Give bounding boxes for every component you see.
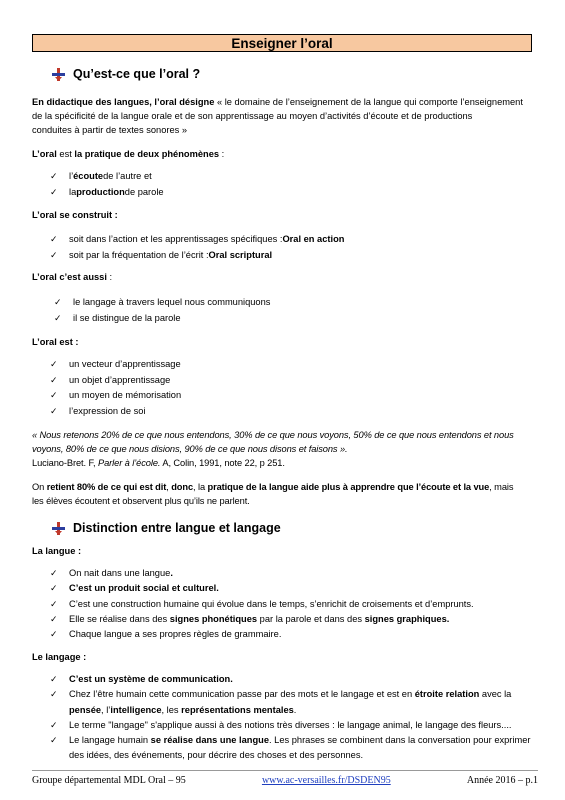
oral-est-list xyxy=(50,357,181,419)
list-item: ✓ il se distingue de la parole xyxy=(54,310,270,326)
list-item-text: Elle se réalise dans des signes phonétiques par la parole et dans des signes graphiques. xyxy=(69,613,450,624)
check-icon: ✓ xyxy=(50,568,58,578)
arrow-cross-icon xyxy=(52,522,65,535)
section-heading-langue-langage: Distinction entre langue et langage xyxy=(52,521,281,535)
check-icon: ✓ xyxy=(50,359,58,369)
list-item: ✓ le langage à travers lequel nous communiquons xyxy=(54,294,270,310)
check-icon: ✓ xyxy=(50,405,58,416)
conclusion-paragraph: On retient 80% de ce qui est dit, donc, la pratique de la langue aide plus à apprendre que l’écoute et la vue, mais les élèves écoutent et observent plus qu’ils ne parlent. xyxy=(32,482,514,506)
oral-construit-list xyxy=(50,231,344,263)
page-title: Enseigner l’oral xyxy=(231,35,333,51)
list-item-text: C’est une construction humaine qui évolue dans le temps, s’enrichit de croisements et d’emprunts. xyxy=(69,598,474,609)
footer xyxy=(32,775,538,786)
footer-right: Année 2016 – p.1 xyxy=(466,775,538,786)
quote-paragraph: « Nous retenons 20% de ce que nous entendons, 30% de ce que nous voyons, 50% de ce que nous entendons et nous voyons, 80% de ce que nous disions, 90% de ce que nous disons et faisons ». Luciano-Bret. F, Parler à l’école. A, Colin, 1991, note 22, p 251. xyxy=(32,430,514,468)
list-item-text: Chez l’être humain cette communication passe par des mots et le langage et est en étroite relation avec la pensée, l’intelligence, les représentations mentales. xyxy=(69,689,512,715)
check-icon: ✓ xyxy=(50,250,58,260)
oral-construit-label: L’oral se construit : xyxy=(32,210,118,220)
check-icon: ✓ xyxy=(50,583,58,594)
check-icon: ✓ xyxy=(50,613,58,624)
check-icon: ✓ xyxy=(50,674,58,684)
definition-paragraph: En didactique des langues, l’oral désigne « le domaine de l’enseignement de la langue qui comporte l’enseignement de la spécificité de la langue orale et de son apprentissage au moyen d’activités d’écoute et de productions conduites à partir de textes sonores » xyxy=(32,97,523,135)
list-item: ✓ l’ écoute de l’autre et xyxy=(50,168,164,184)
check-icon: ✓ xyxy=(50,374,58,385)
list-item: ✓ la production de parole xyxy=(50,184,164,200)
list-item xyxy=(50,687,530,718)
list-item: ✓ soit dans l’action et les apprentissages spécifiques : Oral en action xyxy=(50,231,344,247)
check-icon: ✓ xyxy=(50,598,58,609)
arrow-cross-icon xyxy=(52,68,65,81)
list-item-text: Chaque langue a ses propres règles de grammaire. xyxy=(69,629,282,640)
list-item-text: C’est un produit social et culturel. xyxy=(69,583,219,594)
check-icon: ✓ xyxy=(54,313,62,323)
footer-left: Groupe départemental MDL Oral – 95 xyxy=(32,775,186,786)
list-item: ✓ un vecteur d’apprentissage xyxy=(50,357,181,373)
check-icon: ✓ xyxy=(50,390,58,400)
oral-practice-list xyxy=(50,168,164,200)
list-item: ✓ soit par la fréquentation de l’écrit : Oral scriptural xyxy=(50,247,344,263)
list-item: ✓ un objet d’apprentissage xyxy=(50,373,181,389)
oral-aussi-label: L’oral c’est aussi : xyxy=(32,272,113,282)
check-icon: ✓ xyxy=(50,689,58,700)
list-item xyxy=(50,612,474,627)
langue-label: La langue : xyxy=(32,546,82,556)
check-icon: ✓ xyxy=(50,171,58,181)
list-item xyxy=(50,672,530,687)
check-icon: ✓ xyxy=(50,629,58,640)
oral-est-label: L’oral est : xyxy=(32,337,79,347)
langage-list xyxy=(50,672,530,764)
list-item-text: On nait dans une langue. xyxy=(69,568,173,578)
list-item-text: Le langage humain se réalise dans une langue. Les phrases se combinent dans la conversation pour exprimer des idées, des événements, pour décrire des choses et des personnes. xyxy=(69,735,531,761)
check-icon: ✓ xyxy=(50,234,58,244)
footer-divider xyxy=(32,770,538,771)
langue-list xyxy=(50,566,474,642)
list-item xyxy=(50,733,530,764)
list-item xyxy=(50,566,474,581)
list-item-text: C’est un système de communication. xyxy=(69,674,233,684)
langage-label: Le langage : xyxy=(32,652,87,662)
check-icon: ✓ xyxy=(50,735,58,746)
list-item-text: Le terme "langage" s'applique aussi à des notions très diverses : le langage animal, le langage des fleurs.... xyxy=(69,719,512,730)
check-icon: ✓ xyxy=(54,297,62,307)
oral-aussi-list xyxy=(54,294,270,326)
list-item xyxy=(50,627,474,642)
oral-practice-label: L’oral est la pratique de deux phénomènes : xyxy=(32,149,225,159)
list-item xyxy=(50,718,530,733)
list-item xyxy=(50,597,474,612)
list-item xyxy=(50,581,474,596)
footer-link[interactable]: www.ac-versailles.fr/DSDEN95 xyxy=(261,775,391,786)
list-item: ✓ un moyen de mémorisation xyxy=(50,388,181,404)
check-icon: ✓ xyxy=(50,187,58,197)
title-banner xyxy=(32,34,532,52)
check-icon: ✓ xyxy=(50,719,58,730)
list-item: ✓ l’expression de soi xyxy=(50,404,181,420)
section-heading-oral: Qu’est-ce que l’oral ? xyxy=(52,67,200,81)
